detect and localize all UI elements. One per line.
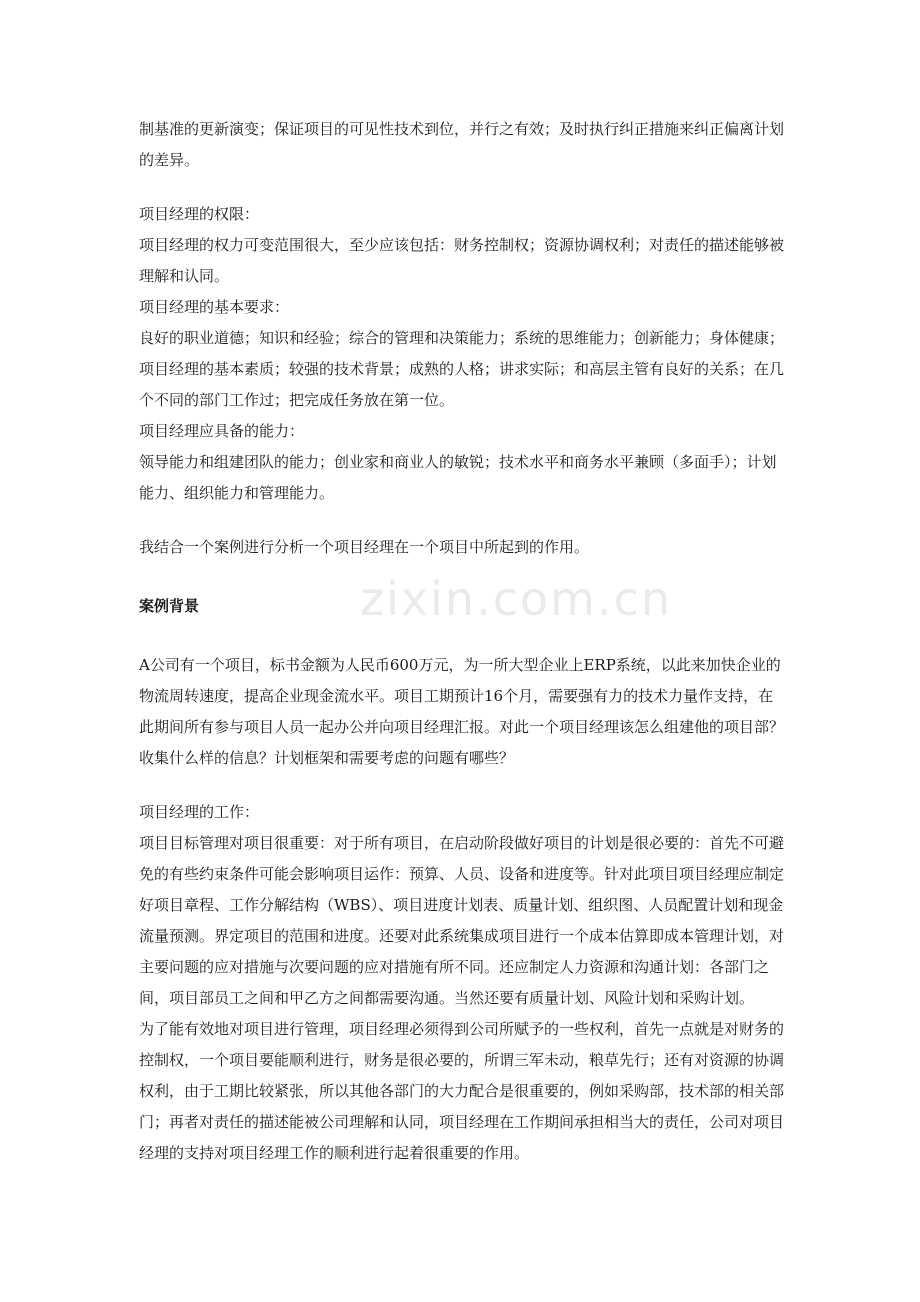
paragraph-case-intro: 我结合一个案例进行分析一个项目经理在一个项目中所起到的作用。 [139,538,590,556]
spacer [139,774,784,797]
section-label-abilities: 项目经理应具备的能力： [139,422,305,440]
spacer [139,509,784,532]
spacer [139,176,784,199]
watermark: zixin.com.cn [360,572,673,626]
paragraph-case-background: A公司有一个项目，标书金额为人民币600万元，为一所大型企业上ERP系统，以此来加快企业的物流周转速度，提高企业现金流水平。项目工期预计16个月，需要强有力的技术力量作支持，在此期间所有参与项目人员一起办公并向项目经理汇报。对此一个项目经理该怎么组建他的项目部？收集什么样的信息？计划框架和需要考虑的问题有哪些？ [139,656,785,767]
paragraph-authority: 项目经理的权力可变范围很大，至少应该包括：财务控制权；资源协调权利；对责任的描述能够被理解和认同。 [139,236,785,285]
paragraph-pm-work: 项目目标管理对项目很重要：对于所有项目，在启动阶段做好项目的计划是很必要的：首先不可避免的有些约束条件可能会影响项目运作：预算、人员、设备和进度等。针对此项目项目经理应制定好项目章程、工作分解结构（WBS）、项目进度计划表、质量计划、组织图、人员配置计划和现金流量预测。界定项目的范围和进度。还要对此系统集成项目进行一个成本估算即成本管理计划，对主要问题的应对措施与次要问题的应对措施有所不同。还应制定人力资源和沟通计划：各部门之间，项目部员工之间和甲乙方之间都需要沟通。当然还要有质量计划、风险计划和采购计划。 [139,834,785,1007]
paragraph-pm-rights: 为了能有效地对项目进行管理，项目经理必须得到公司所赋予的一些权利，首先一点就是对财务的控制权，一个项目要能顺利进行，财务是很必要的，所谓三军未动，粮草先行；还有对资源的协调权利，由于工期比较紧张，所以其他各部门的大力配合是很重要的，例如采购部，技术部的相关部门；再者对责任的描述能被公司理解和认同，项目经理在工作期间承担相当大的责任，公司对项目经理的支持对项目经理工作的顺利进行起着很重要的作用。 [139,1020,785,1162]
spacer [139,563,784,591]
section-label-requirements: 项目经理的基本要求： [139,298,290,316]
paragraph-requirements: 良好的职业道德；知识和经验；综合的管理和决策能力；系统的思维能力；创新能力；身体健康；项目经理的基本素质；较强的技术背景；成熟的人格；讲求实际；和高层主管有良好的关系；在几个不同的部门工作过；把完成任务放在第一位。 [139,329,785,409]
section-label-pm-work: 项目经理的工作： [139,803,260,821]
paragraph-baseline-update: 制基准的更新演变；保证项目的可见性技术到位，并行之有效；及时执行纠正措施来纠正偏离计划的差异。 [139,120,785,169]
document-body [139,114,784,1169]
paragraph-abilities: 领导能力和组建团队的能力；创业家和商业人的敏锐；技术水平和商务水平兼顾（多面手）；计划能力、组织能力和管理能力。 [139,453,777,502]
spacer [139,622,784,650]
section-label-authority: 项目经理的权限： [139,205,260,223]
heading-case-background: 案例背景 [139,597,200,615]
